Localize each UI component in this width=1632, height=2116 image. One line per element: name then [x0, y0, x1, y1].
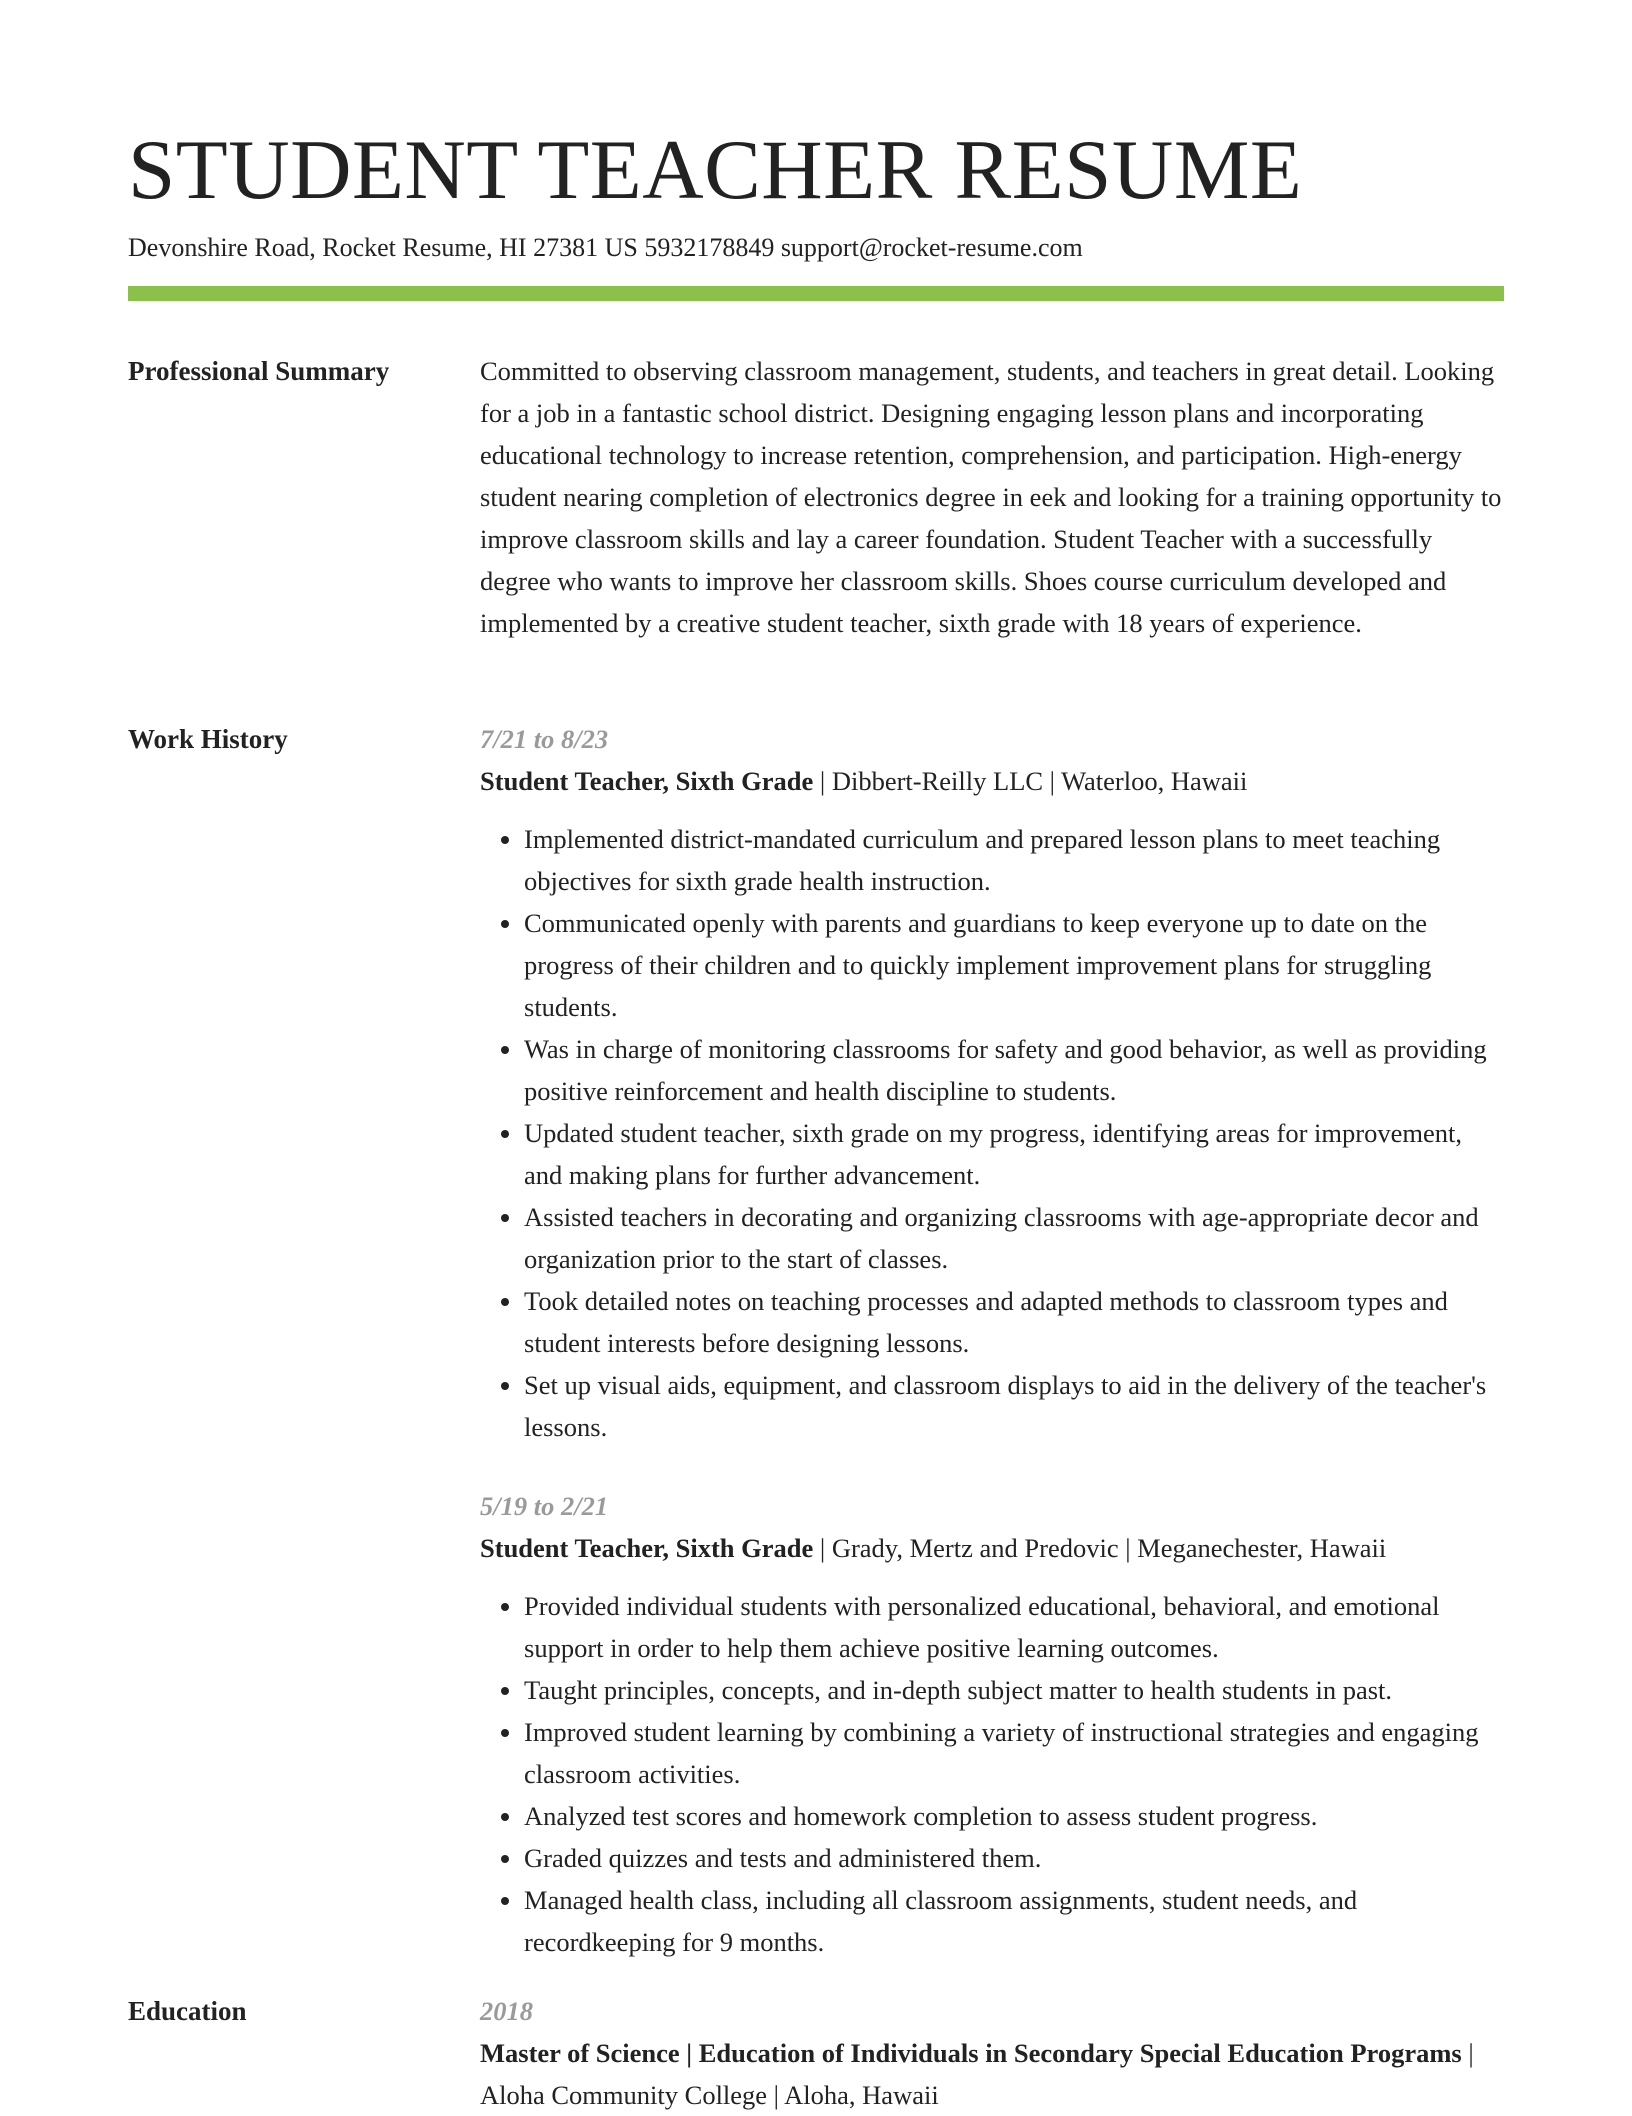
job-title: Student Teacher, Sixth Grade: [480, 1533, 814, 1563]
contact-info: Devonshire Road, Rocket Resume, HI 27381 US 5932178849 support@rocket-resume.com: [128, 233, 1083, 262]
job-entry: [480, 1485, 1504, 1963]
job-bullet: • Was in charge of monitoring classrooms for safety and good behavior, as well as providing positive reinforcement and health discipline to students.: [524, 1028, 1504, 1112]
education-degree: Master of Science | Education of Individuals in Secondary Special Education Programs: [480, 2038, 1462, 2068]
job-bullet: • Provided individual students with personalized educational, behavioral, and emotional support in order to help them achieve positive learning outcomes.: [524, 1585, 1504, 1669]
summary-label: Professional Summary: [128, 356, 390, 386]
job-dates: 7/21 to 8/23: [480, 724, 609, 754]
work-body: [480, 718, 1504, 2000]
education-label: Education: [128, 1996, 247, 2026]
job-bullet: • Updated student teacher, sixth grade on my progress, identifying areas for improvement, and making plans for further advancement.: [524, 1112, 1504, 1196]
resume-title: STUDENT TEACHER RESUME: [128, 123, 1303, 217]
summary-body: [480, 350, 1504, 644]
header-divider: [128, 286, 1504, 301]
job-heading: [480, 1527, 1504, 1569]
job-bullet: • Assisted teachers in decorating and organizing classrooms with age-appropriate decor and organization prior to the start of classes.: [524, 1196, 1504, 1280]
summary-text: Committed to observing classroom management, students, and teachers in great detail. Looking for a job in a fantastic school district. Designing engaging lesson plans and incorporating educational technology to increase retention, comprehension, and participation. High-energy student nearing completion of electronics degree in eek and looking for a training opportunity to improve classroom skills and lay a career foundation. Student Teacher with a successfully degree who wants to improve her classroom skills. Shoes course curriculum developed and implemented by a creative student teacher, sixth grade with 18 years of experience.: [480, 356, 1502, 638]
job-bullet: • Communicated openly with parents and guardians to keep everyone up to date on the progress of their children and to quickly implement improvement plans for struggling students.: [524, 902, 1504, 1028]
work-label: Work History: [128, 724, 288, 754]
education-year: 2018: [480, 1996, 533, 2026]
education-heading: [480, 2032, 1504, 2116]
job-bullet: • Analyzed test scores and homework completion to assess student progress.: [524, 1795, 1504, 1837]
job-entry: [480, 718, 1504, 1448]
education-body: [480, 1990, 1504, 2116]
job-bullet: • Graded quizzes and tests and administered them.: [524, 1837, 1504, 1879]
job-bullet: • Taught principles, concepts, and in-depth subject matter to health students in past.: [524, 1669, 1504, 1711]
job-details: | Dibbert-Reilly LLC | Waterloo, Hawaii: [813, 766, 1248, 796]
job-dates: 5/19 to 2/21: [480, 1491, 609, 1521]
education-details: | Aloha Community College | Aloha, Hawaii: [480, 2038, 1474, 2110]
job-bullet: • Set up visual aids, equipment, and classroom displays to aid in the delivery of the teacher's lessons.: [524, 1364, 1504, 1448]
job-bullets: [480, 1585, 1504, 1963]
job-bullet: • Managed health class, including all classroom assignments, student needs, and recordkeeping for 9 months.: [524, 1879, 1504, 1963]
job-bullet: • Improved student learning by combining a variety of instructional strategies and engaging classroom activities.: [524, 1711, 1504, 1795]
job-heading: [480, 760, 1504, 802]
job-bullet: • Implemented district-mandated curriculum and prepared lesson plans to meet teaching objectives for sixth grade health instruction.: [524, 818, 1504, 902]
job-bullets: [480, 818, 1504, 1448]
job-details: | Grady, Mertz and Predovic | Meganechester, Hawaii: [813, 1533, 1387, 1563]
job-bullet: • Took detailed notes on teaching processes and adapted methods to classroom types and student interests before designing lessons.: [524, 1280, 1504, 1364]
job-title: Student Teacher, Sixth Grade: [480, 766, 814, 796]
